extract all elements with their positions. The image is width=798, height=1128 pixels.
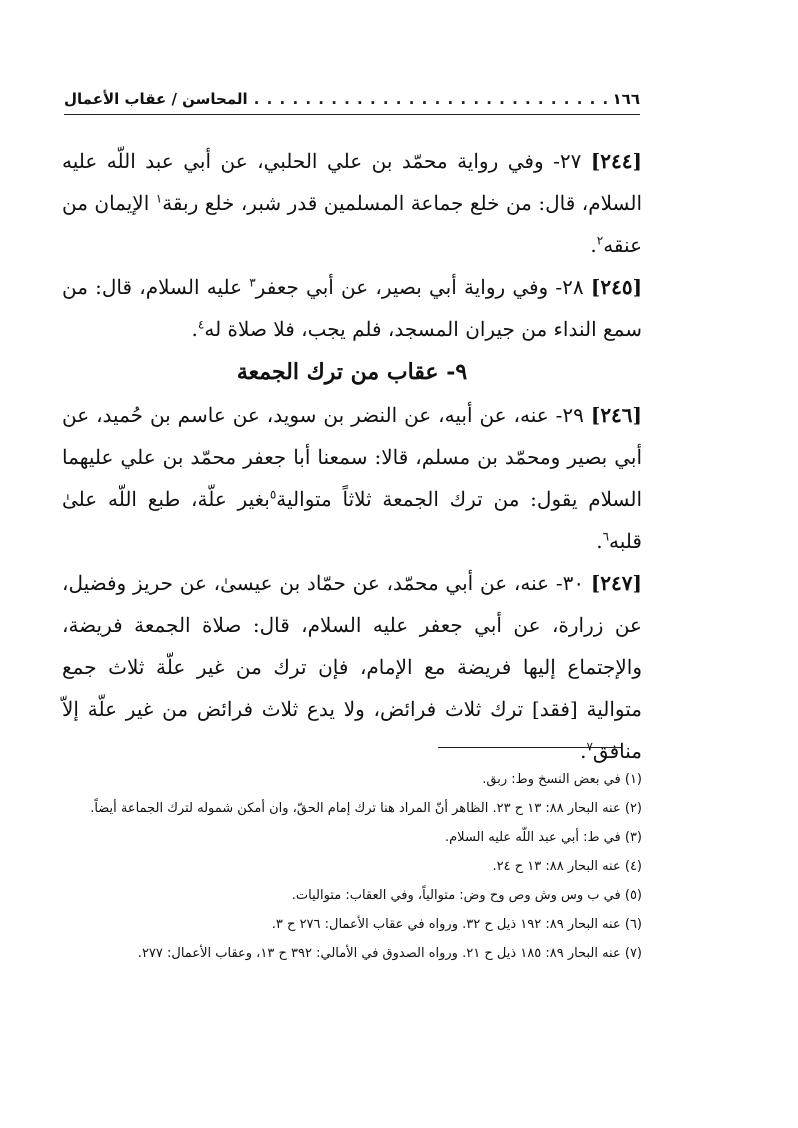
running-title: المحاسن / عقاب الأعمال [64,90,248,108]
footnote-marker: ٦ [602,529,610,544]
footnote-marker: ٢ [596,233,604,248]
hadith-245 [62,266,642,350]
footnote-1: (١) في بعض النسخ وط: ربق. [482,772,642,787]
hadith-244 [62,140,642,266]
hadith-number: [٢٤٤] [590,149,642,173]
footnote-marker: ٥ [269,487,277,502]
hadith-text: عليه السلام، قال: من سمع النداء من جيران المسجد، فلم يجب، فلا صلاة له [62,275,642,341]
running-header [64,86,640,112]
hadith-text: . [590,233,597,257]
hadith-247 [62,562,642,772]
hadith-text: الإيمان من عنقه [62,191,642,257]
footnote-5: (٥) في ب وس وش وص وح وض: متوالياً، وفي العقاب: متواليات. [291,888,642,903]
header-rule [64,114,640,115]
hadith-text: ٢٩- عنه، عن أبيه، عن النضر بن سويد، عن عاسم بن حُميد، عن أبي بصير ومحمّد بن مسلم، قالا: سمعنا أبا جعفر محمّد بن علي عليهما السلام يقول: من ترك الجمعة ثلاثاً متوالية [62,403,643,511]
hadith-text: . [191,317,198,341]
hadith-text: ٣٠- عنه، عن أبي محمّد، عن حمّاد بن عيسىٰ، عن حريز وفضيل، عن زرارة، عن أبي جعفر عليه السلام، قال: صلاة الجمعة فريضة، والإجتماع إليها فريضة مع الإمام، فإن ترك من غير علّة ثلاث جمع متوالية [فقد] ترك ثلاث فرائض، ولا يدع ثلاث فرائض من غير علّة إلاّ منافق [62,571,642,763]
hadith-number: [٢٤٥] [590,275,643,299]
hadith-number: [٢٤٦] [590,403,643,427]
footnote-7: (٧) عنه البحار ٨٩: ١٨٥ ذيل ح ٢١. ورواه الصدوق في الأمالي: ٣٩٢ ح ١٣، وعقاب الأعمال: ٢٧٧. [137,946,642,961]
footnote-3: (٣) في ط: أبي عبد اللّه عليه السلام. [445,830,642,845]
footnote-marker: ٤ [197,317,205,332]
hadith-text: بغير علّة، طبع اللّه علىٰ قلبه [62,487,642,553]
footnote-2: (٢) عنه البحار ٨٨: ١٣ ح ٢٣. الظاهر أنّ المراد هنا ترك إمام الحقّ، وان أمكن شموله لترك الجماعة أيضاً. [90,801,642,816]
page-number: ١٦٦ [612,90,640,108]
section-heading: ٩- عقاب من ترك الجمعة [236,359,468,385]
footnote-separator [438,747,622,748]
footnotes [64,765,642,968]
footnote-marker: ٣ [249,275,256,290]
hadith-text: . [596,529,603,553]
footnote-marker: ٧ [586,739,593,754]
hadith-text: ٢٨- وفي رواية أبي بصير، عن أبي جعفر [255,275,584,299]
hadith-number: [٢٤٧] [590,571,642,595]
footnote-4: (٤) عنه البحار ٨٨: ١٣ ح ٢٤. [492,859,642,874]
hadith-246 [62,394,642,562]
footnote-6: (٦) عنه البحار ٨٩: ١٩٢ ذيل ح ٣٢. ورواه في عقاب الأعمال: ٢٧٦ ح ٣. [271,917,642,932]
leader-dots [254,90,609,108]
hadith-text: . [580,739,587,763]
hadith-text: ٢٧- وفي رواية محمّد بن علي الحلبي، عن أبي عبد اللّه عليه السلام، قال: من خلع جماعة المسلمين قدر شبر، خلع ربقة [62,149,642,215]
footnote-marker: ١ [155,191,163,206]
main-text [62,140,642,772]
